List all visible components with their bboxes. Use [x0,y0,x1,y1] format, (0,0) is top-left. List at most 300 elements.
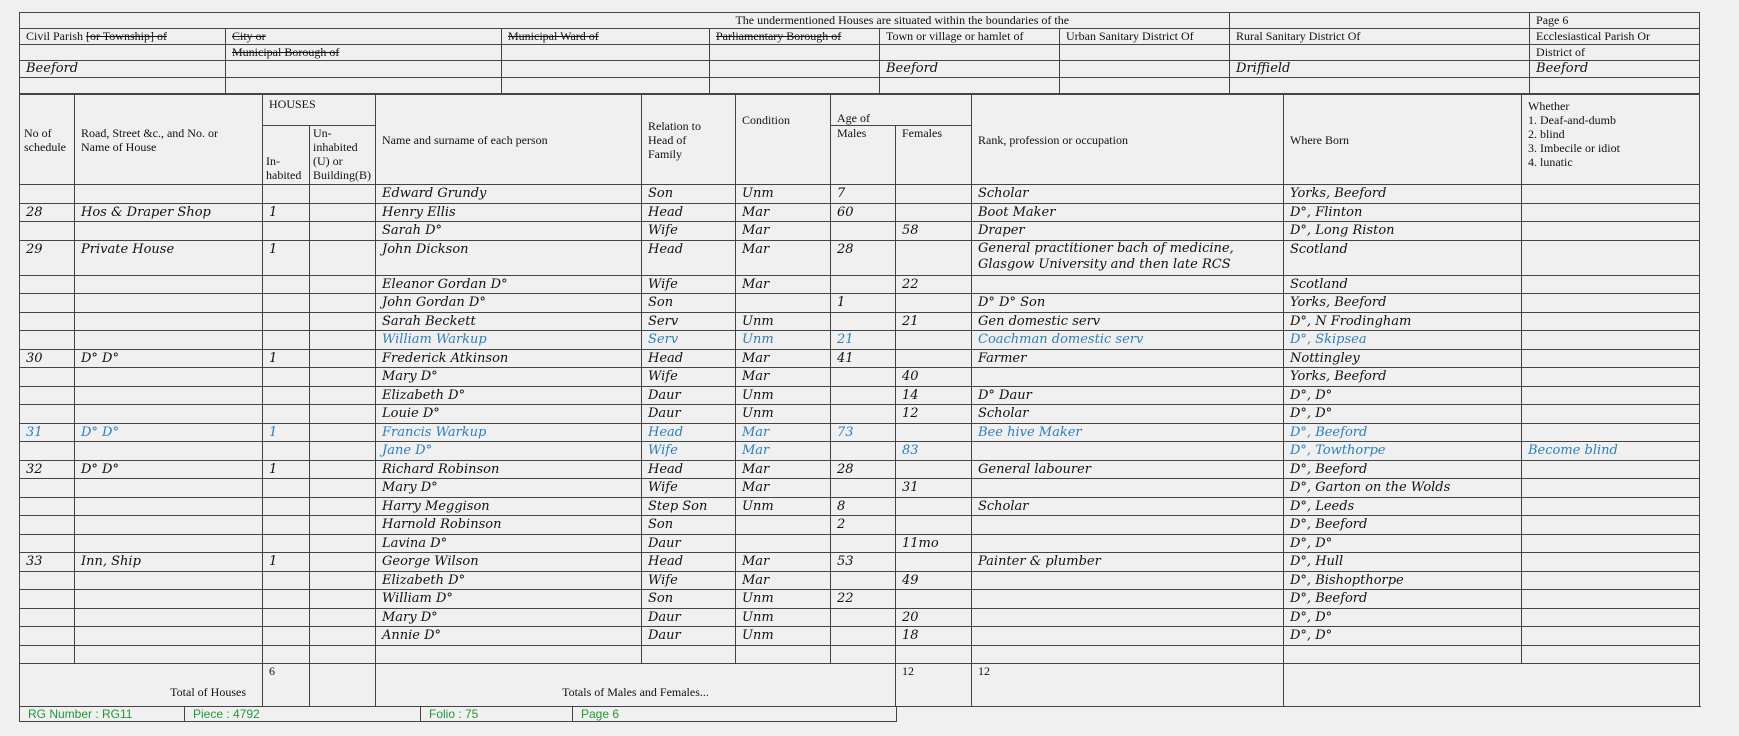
uninhabited-cell [310,240,376,275]
relation-cell: Daur [642,627,736,646]
born-cell: D°, Leeds [1284,497,1522,516]
born-cell: D°, D° [1284,386,1522,405]
whether-cell [1522,553,1700,572]
inhabited-cell [263,405,310,424]
condition-cell [736,534,831,553]
col-born: Where Born [1284,95,1522,185]
table-row [20,645,1700,664]
schedule-cell [20,405,75,424]
ecclesiastical-label-1: Ecclesiastical Parish Or [1530,29,1700,45]
boundaries-text: The undermentioned Houses are situated within the boundaries of the [20,13,1230,29]
born-cell: D°, D° [1284,627,1522,646]
females-cell [896,516,972,535]
table-row [20,516,1700,535]
females-cell: 11mo [896,534,972,553]
col-road: Road, Street &c., and No. or Name of House [75,95,263,185]
whether-cell [1522,405,1700,424]
person-rows [20,185,1700,664]
col-whether [1522,95,1700,185]
name-cell: Mary D° [376,368,642,387]
piece-number: Piece : 4792 [185,707,421,721]
males-cell: 53 [831,553,896,572]
uninhabited-cell [310,331,376,350]
table-row [20,460,1700,479]
relation-cell: Daur [642,608,736,627]
road-cell [75,312,263,331]
born-cell: Nottingley [1284,349,1522,368]
males-cell: 28 [831,460,896,479]
females-cell [896,331,972,350]
uninhabited-cell [310,479,376,498]
whether-cell [1522,331,1700,350]
males-cell [831,608,896,627]
relation-cell: Wife [642,571,736,590]
born-cell: Scotland [1284,275,1522,294]
condition-cell: Unm [736,312,831,331]
condition-cell: Mar [736,442,831,461]
name-cell: Elizabeth D° [376,571,642,590]
relation-cell: Serv [642,312,736,331]
table-row [20,222,1700,241]
schedule-cell: 32 [20,460,75,479]
inhabited-cell: 1 [263,203,310,222]
inhabited-cell: 1 [263,349,310,368]
occupation-cell: D° D° Son [972,294,1284,313]
whether-option-1: 1. Deaf-and-dumb [1528,113,1616,127]
page-label: Page 6 [1530,13,1700,29]
occupation-cell [972,479,1284,498]
name-cell: William D° [376,590,642,609]
uninhabited-cell [310,608,376,627]
uninhabited-cell [310,553,376,572]
table-row [20,627,1700,646]
uninhabited-cell [310,442,376,461]
uninhabited-cell [310,312,376,331]
name-cell: Sarah D° [376,222,642,241]
uninhabited-cell [310,571,376,590]
females-cell: 21 [896,312,972,331]
table-row [20,312,1700,331]
males-cell: 7 [831,185,896,204]
whether-cell [1522,645,1700,664]
name-cell: Henry Ellis [376,203,642,222]
relation-cell: Head [642,423,736,442]
schedule-cell [20,275,75,294]
whether-option-3: 3. Imbecile or idiot [1528,141,1620,155]
females-cell [896,185,972,204]
schedule-cell [20,331,75,350]
relation-cell: Head [642,349,736,368]
uninhabited-cell [310,368,376,387]
females-cell: 83 [896,442,972,461]
males-cell: 2 [831,516,896,535]
condition-cell: Mar [736,460,831,479]
town-village-label: Town or village or hamlet of [880,29,1060,45]
relation-cell: Head [642,203,736,222]
blank-cell [710,78,880,94]
road-cell [75,294,263,313]
name-cell: John Gordan D° [376,294,642,313]
road-cell [75,275,263,294]
born-cell: D°, Beeford [1284,590,1522,609]
females-cell: 18 [896,627,972,646]
females-cell [896,460,972,479]
uninhabited-cell [310,349,376,368]
blank-cell [20,78,226,94]
inhabited-cell: 1 [263,460,310,479]
census-page [19,12,1699,722]
condition-cell: Mar [736,553,831,572]
name-cell: Eleanor Gordan D° [376,275,642,294]
females-cell [896,497,972,516]
name-cell: Edward Grundy [376,185,642,204]
males-cell: 73 [831,423,896,442]
blank-cell [880,78,1060,94]
table-row [20,608,1700,627]
whether-cell [1522,534,1700,553]
col-name: Name and surname of each person [376,95,642,185]
females-cell [896,645,972,664]
table-row [20,203,1700,222]
schedule-cell [20,516,75,535]
born-cell: Yorks, Beeford [1284,368,1522,387]
col-age-of: Age of [831,95,972,126]
males-cell: 8 [831,497,896,516]
col-inhabited: In-habited [263,126,310,185]
inhabited-cell [263,571,310,590]
occupation-cell: Farmer [972,349,1284,368]
condition-cell: Unm [736,608,831,627]
condition-cell: Mar [736,423,831,442]
blank-cell [1530,78,1700,94]
schedule-cell [20,442,75,461]
name-cell: Mary D° [376,608,642,627]
uninhabited-cell [310,627,376,646]
occupation-cell: D° Daur [972,386,1284,405]
born-cell: D°, Beeford [1284,516,1522,535]
born-cell: D°, Beeford [1284,423,1522,442]
name-cell: Richard Robinson [376,460,642,479]
condition-cell: Unm [736,627,831,646]
occupation-cell [972,645,1284,664]
inhabited-cell [263,627,310,646]
road-cell [75,497,263,516]
name-cell: William Warkup [376,331,642,350]
whether-cell [1522,608,1700,627]
females-cell [896,240,972,275]
relation-cell: Son [642,590,736,609]
road-cell [75,608,263,627]
inhabited-cell [263,275,310,294]
totals-persons-label: Totals of Males and Females... [376,664,896,707]
occupation-cell: Boot Maker [972,203,1284,222]
schedule-cell [20,185,75,204]
condition-cell: Mar [736,275,831,294]
males-cell: 28 [831,240,896,275]
schedule-cell [20,645,75,664]
whether-cell [1522,386,1700,405]
relation-cell: Son [642,294,736,313]
road-cell [75,534,263,553]
road-cell: D° D° [75,349,263,368]
table-row [20,479,1700,498]
whether-option-4: 4. lunatic [1528,155,1573,169]
males-cell: 41 [831,349,896,368]
footer-page: Page 6 [581,707,620,721]
males-cell: 1 [831,294,896,313]
road-cell [75,479,263,498]
born-cell: D°, Towthorpe [1284,442,1522,461]
inhabited-cell [263,497,310,516]
road-cell: Inn, Ship [75,553,263,572]
occupation-cell: Scholar [972,405,1284,424]
road-cell [75,222,263,241]
females-cell [896,349,972,368]
total-houses-value: 6 [263,664,310,707]
table-row [20,240,1700,275]
name-cell: Mary D° [376,479,642,498]
blank-cell [710,45,880,61]
relation-cell [642,645,736,664]
born-cell: D°, Bishopthorpe [1284,571,1522,590]
blank-cell [880,45,1060,61]
col-occupation: Rank, profession or occupation [972,95,1284,185]
table-row [20,368,1700,387]
uninhabited-cell [310,294,376,313]
inhabited-cell [263,442,310,461]
name-cell: George Wilson [376,553,642,572]
condition-cell: Unm [736,185,831,204]
table-row [20,534,1700,553]
town-village-value: Beeford [880,61,1060,78]
municipal-borough-label: Municipal Borough of [226,45,502,61]
born-cell: D°, Beeford [1284,460,1522,479]
females-cell: 49 [896,571,972,590]
city-value [226,61,502,78]
col-condition: Condition [736,95,831,185]
blank-cell [1230,45,1530,61]
col-females: Females [896,126,972,185]
whether-cell: Become blind [1522,442,1700,461]
born-cell: Yorks, Beeford [1284,294,1522,313]
name-cell [376,645,642,664]
name-cell: Jane D° [376,442,642,461]
females-cell [896,294,972,313]
uninhabited-cell [310,423,376,442]
occupation-cell: Scholar [972,497,1284,516]
ward-value [502,61,710,78]
condition-cell: Mar [736,203,831,222]
born-cell: D°, Flinton [1284,203,1522,222]
males-cell [831,645,896,664]
inhabited-cell [263,331,310,350]
inhabited-cell [263,534,310,553]
occupation-cell: Bee hive Maker [972,423,1284,442]
males-cell [831,442,896,461]
males-cell [831,479,896,498]
whether-cell [1522,479,1700,498]
whether-cell [1522,203,1700,222]
relation-cell: Head [642,460,736,479]
condition-cell: Mar [736,240,831,275]
relation-cell: Step Son [642,497,736,516]
condition-cell: Mar [736,349,831,368]
born-cell: D°, Garton on the Wolds [1284,479,1522,498]
relation-cell: Wife [642,222,736,241]
inhabited-cell [263,386,310,405]
females-cell: 40 [896,368,972,387]
table-row [20,423,1700,442]
condition-cell: Unm [736,590,831,609]
blank-cell [1060,45,1230,61]
name-cell: Annie D° [376,627,642,646]
males-cell [831,405,896,424]
condition-cell [736,645,831,664]
schedule-cell [20,571,75,590]
inhabited-cell [263,222,310,241]
inhabited-cell [263,294,310,313]
road-cell [75,590,263,609]
condition-cell: Unm [736,497,831,516]
uninhabited-cell [310,497,376,516]
ecclesiastical-value: Beeford [1530,61,1700,78]
inhabited-cell [263,645,310,664]
born-cell: D°, D° [1284,405,1522,424]
schedule-cell [20,534,75,553]
relation-cell: Wife [642,275,736,294]
inhabited-cell [263,479,310,498]
whether-cell [1522,185,1700,204]
name-cell: Harry Meggison [376,497,642,516]
females-cell [896,553,972,572]
whether-option-2: 2. blind [1528,127,1565,141]
table-row [20,185,1700,204]
road-cell [75,571,263,590]
name-cell: Sarah Beckett [376,312,642,331]
civil-parish-value: Beeford [20,61,226,78]
occupation-cell [972,275,1284,294]
whether-heading: Whether [1528,99,1570,113]
road-cell [75,645,263,664]
road-cell [75,386,263,405]
blank-cell [1230,78,1530,94]
condition-cell: Mar [736,571,831,590]
inhabited-cell [263,608,310,627]
road-cell [75,368,263,387]
blank-cell [226,78,502,94]
whether-cell [1522,349,1700,368]
males-cell [831,534,896,553]
uninhabited-cell [310,185,376,204]
relation-cell: Head [642,240,736,275]
inhabited-cell [263,590,310,609]
whether-cell [1522,460,1700,479]
inhabited-cell [263,185,310,204]
inhabited-cell: 1 [263,240,310,275]
table-row [20,405,1700,424]
road-cell: Private House [75,240,263,275]
occupation-cell: Draper [972,222,1284,241]
condition-cell: Unm [736,386,831,405]
occupation-cell [972,368,1284,387]
relation-cell: Son [642,185,736,204]
road-cell [75,185,263,204]
name-cell: Harnold Robinson [376,516,642,535]
uninhabited-cell [310,534,376,553]
road-cell: D° D° [75,423,263,442]
ecclesiastical-label-2: District of [1530,45,1700,61]
city-label: City or [226,29,502,45]
born-cell: D°, Skipsea [1284,331,1522,350]
table-row [20,294,1700,313]
whether-cell [1522,275,1700,294]
males-cell [831,571,896,590]
females-cell [896,590,972,609]
total-males-value: 12 [896,664,972,707]
inhabited-cell: 1 [263,553,310,572]
table-row [20,386,1700,405]
uninhabited-cell [310,405,376,424]
whether-cell [1522,294,1700,313]
uninhabited-cell [310,222,376,241]
schedule-cell [20,497,75,516]
blank-header-cell [1230,13,1530,29]
uninhabited-cell [310,645,376,664]
name-cell: Lavina D° [376,534,642,553]
schedule-cell [20,222,75,241]
whether-cell [1522,497,1700,516]
blank-cell [502,45,710,61]
relation-cell: Wife [642,479,736,498]
occupation-cell: General labourer [972,460,1284,479]
males-cell [831,222,896,241]
schedule-cell: 28 [20,203,75,222]
whether-cell [1522,423,1700,442]
col-males: Males [831,126,896,185]
col-relation: Relation to Head of Family [642,95,736,185]
condition-cell [736,294,831,313]
road-cell: Hos & Draper Shop [75,203,263,222]
blank-cell [502,78,710,94]
whether-cell [1522,240,1700,275]
schedule-cell [20,608,75,627]
rg-number: RG Number : RG11 [20,707,185,721]
total-uninhabited-value [310,664,376,707]
occupation-cell [972,516,1284,535]
condition-cell: Unm [736,405,831,424]
road-cell [75,405,263,424]
occupation-cell: Gen domestic serv [972,312,1284,331]
table-row [20,553,1700,572]
males-cell [831,627,896,646]
occupation-cell: Scholar [972,185,1284,204]
col-schedule: No of schedule [20,95,75,185]
females-cell: 58 [896,222,972,241]
relation-cell: Wife [642,442,736,461]
civil-parish-label: Civil Parish [or Township] of [20,29,226,45]
females-cell: 31 [896,479,972,498]
born-cell: Yorks, Beeford [1284,185,1522,204]
inhabited-cell [263,368,310,387]
occupation-cell [972,627,1284,646]
born-cell: Scotland [1284,240,1522,275]
road-cell: D° D° [75,460,263,479]
females-cell: 22 [896,275,972,294]
whether-cell [1522,312,1700,331]
rural-sanitary-value: Driffield [1230,61,1530,78]
name-cell: Louie D° [376,405,642,424]
folio-number: Folio : 75 [421,707,573,721]
